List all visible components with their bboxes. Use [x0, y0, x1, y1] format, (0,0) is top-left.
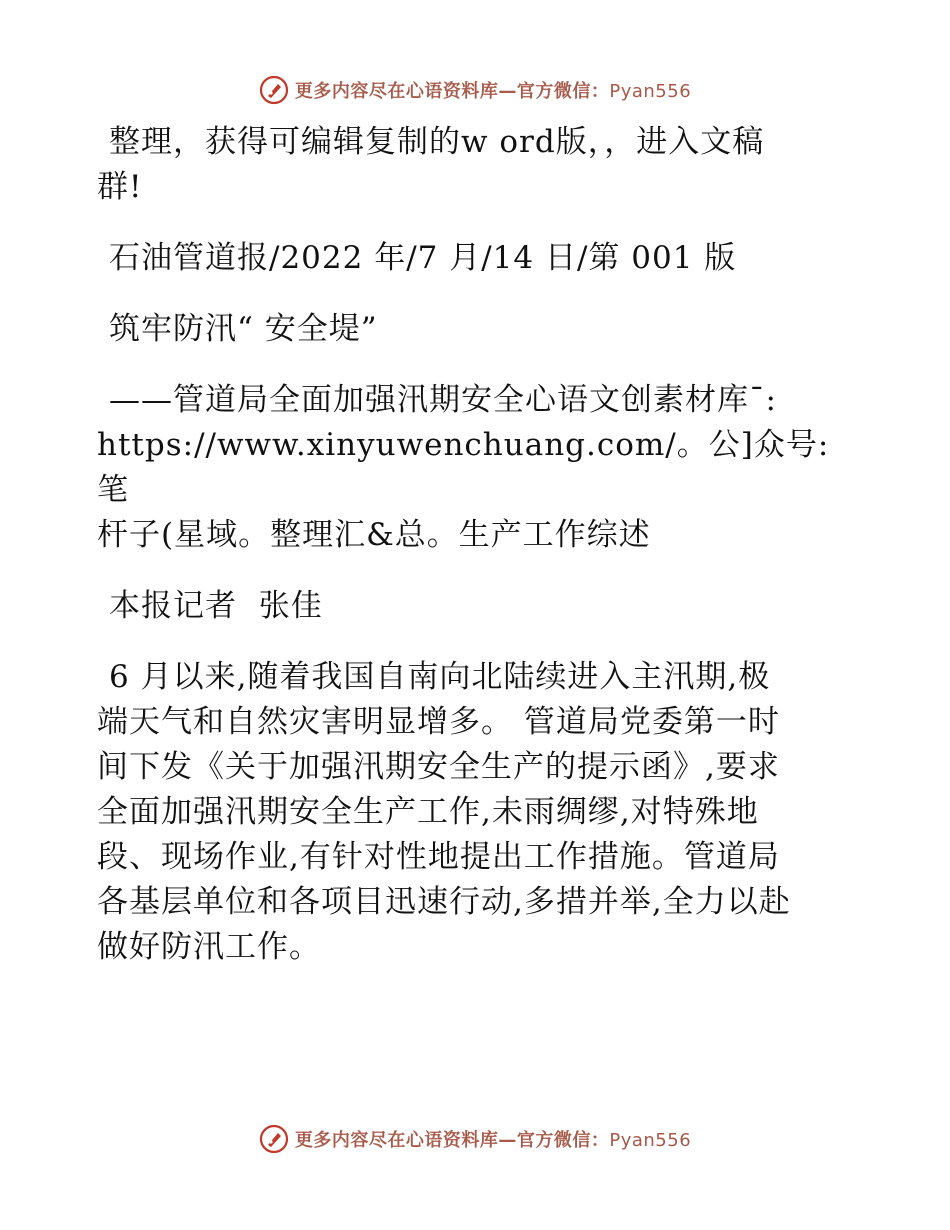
dateline: 石油管道报/2022 年/7 月/14 日/第 001 版: [109, 240, 737, 276]
banner-text: [295, 1126, 691, 1152]
pen-nib-circle-icon: [259, 75, 289, 105]
footer-banner: [0, 1119, 950, 1159]
headline: 筑牢防汛“ 安全堤”: [109, 311, 378, 347]
document-body: [97, 120, 857, 970]
body-line: 全面加强汛期安全生产工作,未雨绸缪,对特殊地: [97, 794, 759, 830]
body-line: 段、现场作业,有针对性地提出工作措施。管道局: [97, 839, 780, 875]
banner-label: 更多内容尽在心语资料库—官方微信：: [294, 81, 610, 102]
subhead-line-2: https://www.xinyuwenchuang.com/。公]众号: 笔: [97, 427, 841, 508]
banner-text: [295, 77, 691, 103]
subhead-line-3: 杆子(星域。整理汇&总。生产工作综述: [97, 517, 651, 553]
article-paragraph: [97, 655, 857, 970]
banner-handle: Pyan556: [609, 1130, 692, 1151]
intro-line-2: 群!: [97, 169, 143, 205]
banner-handle: Pyan556: [609, 81, 692, 102]
body-line: 做好防汛工作。: [97, 929, 321, 965]
body-line: 端天气和自然灾害明显增多。 管道局党委第一时: [97, 704, 780, 740]
pen-nib-circle-icon: [259, 1124, 289, 1154]
body-line: 6 月以来,随着我国自南向北陆续进入主汛期,极: [109, 659, 771, 695]
body-line: 间下发《关于加强汛期安全生产的提示函》,要求: [97, 749, 780, 785]
body-line: 各基层单位和各项目迅速行动,多措并举,全力以赴: [97, 884, 791, 920]
header-banner: [0, 70, 950, 110]
subhead-line-1: ——管道局全面加强汛期安全心语文创素材库¯:: [109, 382, 777, 418]
intro-line-1: 整理，获得可编辑复制的w ord版，，进入文稿: [109, 124, 765, 160]
byline: 本报记者 张佳: [109, 588, 323, 624]
banner-label: 更多内容尽在心语资料库—官方微信：: [294, 1130, 610, 1151]
